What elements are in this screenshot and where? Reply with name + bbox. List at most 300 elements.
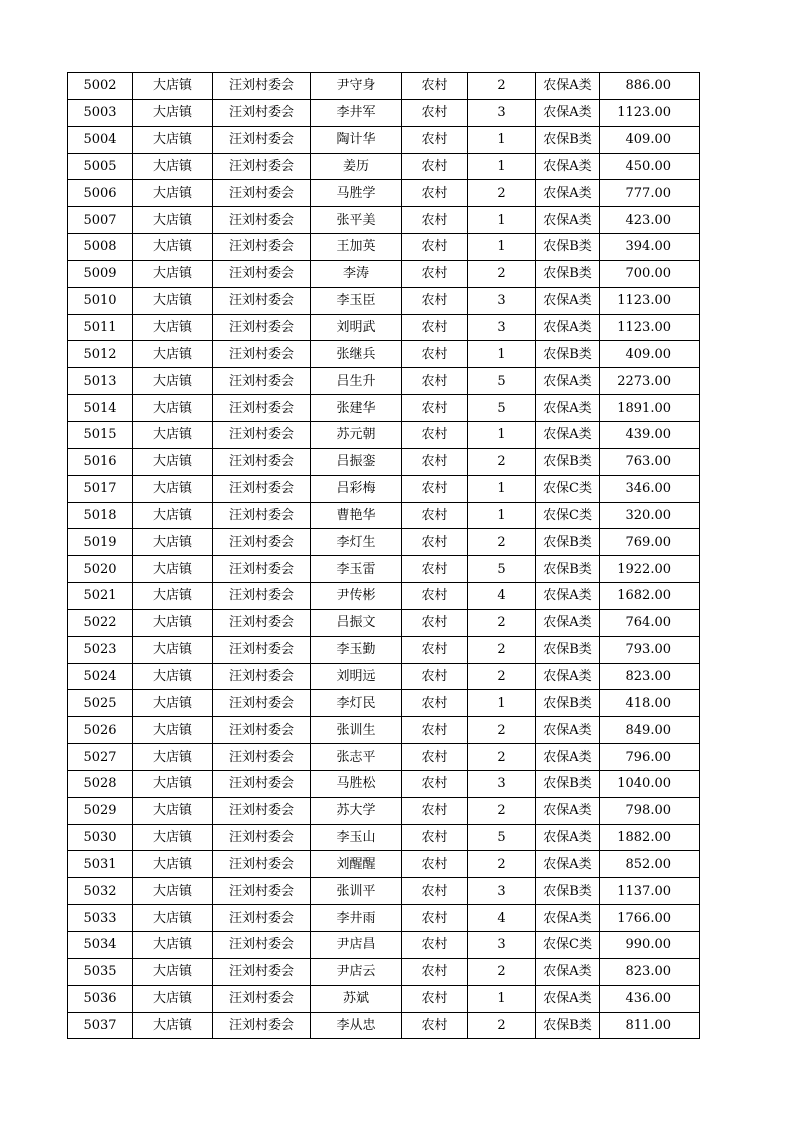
cell-amount: 811.00 bbox=[600, 1012, 700, 1039]
cell-category: 农保B类 bbox=[536, 529, 600, 556]
table-row bbox=[68, 207, 700, 234]
cell-category: 农保A类 bbox=[536, 395, 600, 422]
cell-household-type: 农村 bbox=[402, 341, 468, 368]
cell-id: 5036 bbox=[68, 985, 133, 1012]
cell-id: 5029 bbox=[68, 797, 133, 824]
cell-id: 5031 bbox=[68, 851, 133, 878]
cell-category: 农保C类 bbox=[536, 932, 600, 959]
cell-town: 大店镇 bbox=[133, 260, 213, 287]
table-body bbox=[68, 73, 700, 1039]
cell-name: 王加英 bbox=[311, 234, 402, 261]
table-row bbox=[68, 73, 700, 100]
cell-amount: 450.00 bbox=[600, 153, 700, 180]
cell-town: 大店镇 bbox=[133, 958, 213, 985]
cell-village: 汪刘村委会 bbox=[213, 287, 311, 314]
cell-name: 尹店云 bbox=[311, 958, 402, 985]
cell-name: 李玉勤 bbox=[311, 636, 402, 663]
cell-name: 苏大学 bbox=[311, 797, 402, 824]
cell-town: 大店镇 bbox=[133, 529, 213, 556]
cell-village: 汪刘村委会 bbox=[213, 824, 311, 851]
cell-town: 大店镇 bbox=[133, 1012, 213, 1039]
cell-village: 汪刘村委会 bbox=[213, 529, 311, 556]
cell-household-type: 农村 bbox=[402, 851, 468, 878]
cell-town: 大店镇 bbox=[133, 824, 213, 851]
table-row bbox=[68, 99, 700, 126]
table-row bbox=[68, 770, 700, 797]
cell-persons: 5 bbox=[468, 368, 536, 395]
cell-id: 5002 bbox=[68, 73, 133, 100]
cell-id: 5014 bbox=[68, 395, 133, 422]
cell-id: 5024 bbox=[68, 663, 133, 690]
cell-category: 农保B类 bbox=[536, 234, 600, 261]
cell-category: 农保A类 bbox=[536, 180, 600, 207]
cell-name: 吕生升 bbox=[311, 368, 402, 395]
table-row bbox=[68, 690, 700, 717]
cell-amount: 1891.00 bbox=[600, 395, 700, 422]
table-row bbox=[68, 878, 700, 905]
cell-category: 农保A类 bbox=[536, 824, 600, 851]
table-row bbox=[68, 421, 700, 448]
cell-amount: 798.00 bbox=[600, 797, 700, 824]
cell-amount: 2273.00 bbox=[600, 368, 700, 395]
cell-name: 曹艳华 bbox=[311, 502, 402, 529]
cell-persons: 1 bbox=[468, 690, 536, 717]
cell-household-type: 农村 bbox=[402, 153, 468, 180]
cell-persons: 2 bbox=[468, 73, 536, 100]
cell-name: 张平美 bbox=[311, 207, 402, 234]
cell-name: 张训生 bbox=[311, 717, 402, 744]
cell-persons: 3 bbox=[468, 932, 536, 959]
cell-category: 农保B类 bbox=[536, 126, 600, 153]
cell-amount: 764.00 bbox=[600, 609, 700, 636]
cell-name: 陶计华 bbox=[311, 126, 402, 153]
cell-persons: 1 bbox=[468, 475, 536, 502]
cell-name: 尹传彬 bbox=[311, 583, 402, 610]
table-row bbox=[68, 717, 700, 744]
cell-town: 大店镇 bbox=[133, 583, 213, 610]
cell-village: 汪刘村委会 bbox=[213, 958, 311, 985]
cell-id: 5032 bbox=[68, 878, 133, 905]
cell-name: 李玉山 bbox=[311, 824, 402, 851]
cell-name: 李井雨 bbox=[311, 905, 402, 932]
cell-category: 农保A类 bbox=[536, 421, 600, 448]
cell-category: 农保A类 bbox=[536, 744, 600, 771]
cell-household-type: 农村 bbox=[402, 556, 468, 583]
table-row bbox=[68, 287, 700, 314]
table-row bbox=[68, 126, 700, 153]
cell-village: 汪刘村委会 bbox=[213, 99, 311, 126]
cell-amount: 700.00 bbox=[600, 260, 700, 287]
cell-village: 汪刘村委会 bbox=[213, 1012, 311, 1039]
cell-persons: 3 bbox=[468, 287, 536, 314]
cell-town: 大店镇 bbox=[133, 73, 213, 100]
table-row bbox=[68, 368, 700, 395]
cell-village: 汪刘村委会 bbox=[213, 583, 311, 610]
cell-household-type: 农村 bbox=[402, 636, 468, 663]
cell-amount: 418.00 bbox=[600, 690, 700, 717]
cell-id: 5012 bbox=[68, 341, 133, 368]
cell-category: 农保A类 bbox=[536, 663, 600, 690]
cell-village: 汪刘村委会 bbox=[213, 905, 311, 932]
cell-id: 5034 bbox=[68, 932, 133, 959]
cell-household-type: 农村 bbox=[402, 797, 468, 824]
cell-village: 汪刘村委会 bbox=[213, 744, 311, 771]
cell-name: 刘醒醒 bbox=[311, 851, 402, 878]
cell-category: 农保A类 bbox=[536, 287, 600, 314]
cell-village: 汪刘村委会 bbox=[213, 797, 311, 824]
cell-persons: 1 bbox=[468, 153, 536, 180]
cell-amount: 409.00 bbox=[600, 126, 700, 153]
cell-id: 5019 bbox=[68, 529, 133, 556]
cell-category: 农保A类 bbox=[536, 314, 600, 341]
cell-name: 苏元朝 bbox=[311, 421, 402, 448]
cell-amount: 823.00 bbox=[600, 663, 700, 690]
cell-name: 马胜学 bbox=[311, 180, 402, 207]
table-row bbox=[68, 824, 700, 851]
cell-name: 李井军 bbox=[311, 99, 402, 126]
cell-household-type: 农村 bbox=[402, 583, 468, 610]
cell-amount: 439.00 bbox=[600, 421, 700, 448]
cell-id: 5009 bbox=[68, 260, 133, 287]
cell-id: 5023 bbox=[68, 636, 133, 663]
cell-village: 汪刘村委会 bbox=[213, 985, 311, 1012]
cell-id: 5037 bbox=[68, 1012, 133, 1039]
cell-name: 李灯民 bbox=[311, 690, 402, 717]
table-row bbox=[68, 583, 700, 610]
cell-town: 大店镇 bbox=[133, 448, 213, 475]
cell-category: 农保A类 bbox=[536, 851, 600, 878]
cell-category: 农保C类 bbox=[536, 502, 600, 529]
cell-category: 农保B类 bbox=[536, 690, 600, 717]
cell-name: 李涛 bbox=[311, 260, 402, 287]
cell-town: 大店镇 bbox=[133, 770, 213, 797]
cell-town: 大店镇 bbox=[133, 341, 213, 368]
cell-household-type: 农村 bbox=[402, 448, 468, 475]
cell-persons: 1 bbox=[468, 985, 536, 1012]
cell-household-type: 农村 bbox=[402, 663, 468, 690]
cell-id: 5015 bbox=[68, 421, 133, 448]
cell-amount: 793.00 bbox=[600, 636, 700, 663]
cell-persons: 3 bbox=[468, 878, 536, 905]
cell-amount: 852.00 bbox=[600, 851, 700, 878]
cell-amount: 346.00 bbox=[600, 475, 700, 502]
cell-town: 大店镇 bbox=[133, 985, 213, 1012]
cell-persons: 5 bbox=[468, 556, 536, 583]
cell-name: 吕振文 bbox=[311, 609, 402, 636]
cell-persons: 2 bbox=[468, 260, 536, 287]
cell-id: 5021 bbox=[68, 583, 133, 610]
cell-household-type: 农村 bbox=[402, 770, 468, 797]
cell-id: 5027 bbox=[68, 744, 133, 771]
cell-village: 汪刘村委会 bbox=[213, 770, 311, 797]
cell-amount: 1123.00 bbox=[600, 99, 700, 126]
cell-amount: 796.00 bbox=[600, 744, 700, 771]
cell-persons: 2 bbox=[468, 529, 536, 556]
cell-category: 农保A类 bbox=[536, 207, 600, 234]
cell-category: 农保B类 bbox=[536, 770, 600, 797]
table-row bbox=[68, 341, 700, 368]
cell-town: 大店镇 bbox=[133, 717, 213, 744]
cell-town: 大店镇 bbox=[133, 475, 213, 502]
cell-amount: 769.00 bbox=[600, 529, 700, 556]
cell-category: 农保A类 bbox=[536, 905, 600, 932]
table-row bbox=[68, 636, 700, 663]
cell-town: 大店镇 bbox=[133, 502, 213, 529]
cell-village: 汪刘村委会 bbox=[213, 878, 311, 905]
cell-village: 汪刘村委会 bbox=[213, 475, 311, 502]
cell-amount: 409.00 bbox=[600, 341, 700, 368]
cell-town: 大店镇 bbox=[133, 744, 213, 771]
cell-amount: 1766.00 bbox=[600, 905, 700, 932]
cell-village: 汪刘村委会 bbox=[213, 368, 311, 395]
cell-name: 张建华 bbox=[311, 395, 402, 422]
cell-name: 尹守身 bbox=[311, 73, 402, 100]
table-row bbox=[68, 234, 700, 261]
cell-category: 农保B类 bbox=[536, 260, 600, 287]
cell-category: 农保B类 bbox=[536, 1012, 600, 1039]
cell-persons: 2 bbox=[468, 1012, 536, 1039]
table-row bbox=[68, 905, 700, 932]
cell-household-type: 农村 bbox=[402, 421, 468, 448]
cell-id: 5006 bbox=[68, 180, 133, 207]
cell-id: 5003 bbox=[68, 99, 133, 126]
cell-category: 农保A类 bbox=[536, 797, 600, 824]
table-row bbox=[68, 395, 700, 422]
cell-amount: 320.00 bbox=[600, 502, 700, 529]
cell-category: 农保A类 bbox=[536, 153, 600, 180]
cell-town: 大店镇 bbox=[133, 368, 213, 395]
cell-household-type: 农村 bbox=[402, 368, 468, 395]
cell-amount: 1882.00 bbox=[600, 824, 700, 851]
cell-household-type: 农村 bbox=[402, 314, 468, 341]
cell-name: 李玉雷 bbox=[311, 556, 402, 583]
cell-amount: 1922.00 bbox=[600, 556, 700, 583]
cell-id: 5016 bbox=[68, 448, 133, 475]
cell-town: 大店镇 bbox=[133, 314, 213, 341]
cell-persons: 2 bbox=[468, 636, 536, 663]
cell-persons: 2 bbox=[468, 663, 536, 690]
cell-id: 5010 bbox=[68, 287, 133, 314]
cell-town: 大店镇 bbox=[133, 207, 213, 234]
cell-household-type: 农村 bbox=[402, 502, 468, 529]
cell-persons: 1 bbox=[468, 234, 536, 261]
cell-persons: 2 bbox=[468, 609, 536, 636]
cell-name: 刘明武 bbox=[311, 314, 402, 341]
cell-household-type: 农村 bbox=[402, 234, 468, 261]
cell-persons: 2 bbox=[468, 744, 536, 771]
cell-village: 汪刘村委会 bbox=[213, 180, 311, 207]
cell-town: 大店镇 bbox=[133, 851, 213, 878]
cell-persons: 2 bbox=[468, 851, 536, 878]
cell-id: 5005 bbox=[68, 153, 133, 180]
cell-amount: 423.00 bbox=[600, 207, 700, 234]
table-row bbox=[68, 529, 700, 556]
cell-town: 大店镇 bbox=[133, 234, 213, 261]
cell-household-type: 农村 bbox=[402, 395, 468, 422]
cell-household-type: 农村 bbox=[402, 529, 468, 556]
cell-name: 张继兵 bbox=[311, 341, 402, 368]
table-row bbox=[68, 744, 700, 771]
cell-village: 汪刘村委会 bbox=[213, 851, 311, 878]
cell-amount: 1123.00 bbox=[600, 287, 700, 314]
cell-name: 马胜松 bbox=[311, 770, 402, 797]
cell-persons: 3 bbox=[468, 314, 536, 341]
cell-amount: 849.00 bbox=[600, 717, 700, 744]
cell-village: 汪刘村委会 bbox=[213, 153, 311, 180]
cell-household-type: 农村 bbox=[402, 878, 468, 905]
cell-name: 张训平 bbox=[311, 878, 402, 905]
cell-household-type: 农村 bbox=[402, 260, 468, 287]
cell-town: 大店镇 bbox=[133, 126, 213, 153]
cell-name: 李玉臣 bbox=[311, 287, 402, 314]
cell-id: 5017 bbox=[68, 475, 133, 502]
cell-name: 李从忠 bbox=[311, 1012, 402, 1039]
table-row bbox=[68, 663, 700, 690]
cell-category: 农保A类 bbox=[536, 583, 600, 610]
cell-category: 农保A类 bbox=[536, 73, 600, 100]
table-row bbox=[68, 260, 700, 287]
table-row bbox=[68, 797, 700, 824]
cell-id: 5028 bbox=[68, 770, 133, 797]
table-row bbox=[68, 958, 700, 985]
cell-town: 大店镇 bbox=[133, 663, 213, 690]
table-row bbox=[68, 314, 700, 341]
cell-category: 农保B类 bbox=[536, 448, 600, 475]
cell-household-type: 农村 bbox=[402, 958, 468, 985]
cell-village: 汪刘村委会 bbox=[213, 126, 311, 153]
cell-amount: 777.00 bbox=[600, 180, 700, 207]
cell-town: 大店镇 bbox=[133, 797, 213, 824]
table-row bbox=[68, 932, 700, 959]
cell-town: 大店镇 bbox=[133, 395, 213, 422]
cell-id: 5004 bbox=[68, 126, 133, 153]
table-row bbox=[68, 153, 700, 180]
cell-id: 5030 bbox=[68, 824, 133, 851]
cell-village: 汪刘村委会 bbox=[213, 314, 311, 341]
cell-village: 汪刘村委会 bbox=[213, 207, 311, 234]
cell-category: 农保A类 bbox=[536, 368, 600, 395]
cell-household-type: 农村 bbox=[402, 717, 468, 744]
cell-persons: 2 bbox=[468, 797, 536, 824]
cell-amount: 990.00 bbox=[600, 932, 700, 959]
cell-town: 大店镇 bbox=[133, 636, 213, 663]
cell-household-type: 农村 bbox=[402, 905, 468, 932]
cell-id: 5011 bbox=[68, 314, 133, 341]
cell-amount: 823.00 bbox=[600, 958, 700, 985]
cell-persons: 2 bbox=[468, 448, 536, 475]
cell-persons: 2 bbox=[468, 958, 536, 985]
cell-village: 汪刘村委会 bbox=[213, 609, 311, 636]
cell-category: 农保A类 bbox=[536, 717, 600, 744]
beneficiary-table bbox=[67, 72, 700, 1039]
cell-village: 汪刘村委会 bbox=[213, 502, 311, 529]
cell-id: 5026 bbox=[68, 717, 133, 744]
cell-town: 大店镇 bbox=[133, 878, 213, 905]
table-row bbox=[68, 475, 700, 502]
cell-id: 5008 bbox=[68, 234, 133, 261]
cell-amount: 1682.00 bbox=[600, 583, 700, 610]
table-row bbox=[68, 502, 700, 529]
cell-persons: 3 bbox=[468, 99, 536, 126]
cell-household-type: 农村 bbox=[402, 932, 468, 959]
cell-town: 大店镇 bbox=[133, 153, 213, 180]
cell-category: 农保B类 bbox=[536, 556, 600, 583]
cell-amount: 1123.00 bbox=[600, 314, 700, 341]
cell-persons: 1 bbox=[468, 341, 536, 368]
cell-name: 尹店昌 bbox=[311, 932, 402, 959]
cell-category: 农保A类 bbox=[536, 609, 600, 636]
cell-id: 5035 bbox=[68, 958, 133, 985]
cell-village: 汪刘村委会 bbox=[213, 260, 311, 287]
cell-amount: 394.00 bbox=[600, 234, 700, 261]
cell-household-type: 农村 bbox=[402, 744, 468, 771]
cell-category: 农保A类 bbox=[536, 985, 600, 1012]
cell-persons: 1 bbox=[468, 421, 536, 448]
cell-village: 汪刘村委会 bbox=[213, 932, 311, 959]
cell-village: 汪刘村委会 bbox=[213, 395, 311, 422]
table-row bbox=[68, 448, 700, 475]
cell-amount: 886.00 bbox=[600, 73, 700, 100]
cell-persons: 1 bbox=[468, 126, 536, 153]
cell-amount: 436.00 bbox=[600, 985, 700, 1012]
cell-village: 汪刘村委会 bbox=[213, 556, 311, 583]
cell-persons: 5 bbox=[468, 395, 536, 422]
cell-id: 5007 bbox=[68, 207, 133, 234]
cell-category: 农保A类 bbox=[536, 958, 600, 985]
cell-id: 5033 bbox=[68, 905, 133, 932]
table-row bbox=[68, 1012, 700, 1039]
cell-village: 汪刘村委会 bbox=[213, 448, 311, 475]
cell-persons: 2 bbox=[468, 180, 536, 207]
cell-category: 农保B类 bbox=[536, 878, 600, 905]
cell-town: 大店镇 bbox=[133, 905, 213, 932]
cell-village: 汪刘村委会 bbox=[213, 234, 311, 261]
cell-household-type: 农村 bbox=[402, 824, 468, 851]
cell-town: 大店镇 bbox=[133, 690, 213, 717]
cell-village: 汪刘村委会 bbox=[213, 717, 311, 744]
cell-village: 汪刘村委会 bbox=[213, 663, 311, 690]
cell-village: 汪刘村委会 bbox=[213, 341, 311, 368]
cell-name: 刘明远 bbox=[311, 663, 402, 690]
cell-household-type: 农村 bbox=[402, 985, 468, 1012]
cell-amount: 763.00 bbox=[600, 448, 700, 475]
cell-name: 李灯生 bbox=[311, 529, 402, 556]
cell-category: 农保B类 bbox=[536, 636, 600, 663]
cell-name: 吕彩梅 bbox=[311, 475, 402, 502]
cell-town: 大店镇 bbox=[133, 180, 213, 207]
cell-household-type: 农村 bbox=[402, 690, 468, 717]
cell-household-type: 农村 bbox=[402, 287, 468, 314]
cell-village: 汪刘村委会 bbox=[213, 690, 311, 717]
cell-persons: 1 bbox=[468, 502, 536, 529]
cell-town: 大店镇 bbox=[133, 609, 213, 636]
cell-persons: 1 bbox=[468, 207, 536, 234]
cell-household-type: 农村 bbox=[402, 73, 468, 100]
cell-persons: 4 bbox=[468, 905, 536, 932]
cell-town: 大店镇 bbox=[133, 421, 213, 448]
cell-id: 5018 bbox=[68, 502, 133, 529]
cell-persons: 3 bbox=[468, 770, 536, 797]
cell-id: 5013 bbox=[68, 368, 133, 395]
cell-town: 大店镇 bbox=[133, 287, 213, 314]
cell-name: 吕振銮 bbox=[311, 448, 402, 475]
cell-name: 姜历 bbox=[311, 153, 402, 180]
cell-household-type: 农村 bbox=[402, 180, 468, 207]
cell-name: 张志平 bbox=[311, 744, 402, 771]
cell-category: 农保B类 bbox=[536, 341, 600, 368]
cell-household-type: 农村 bbox=[402, 207, 468, 234]
table-row bbox=[68, 851, 700, 878]
